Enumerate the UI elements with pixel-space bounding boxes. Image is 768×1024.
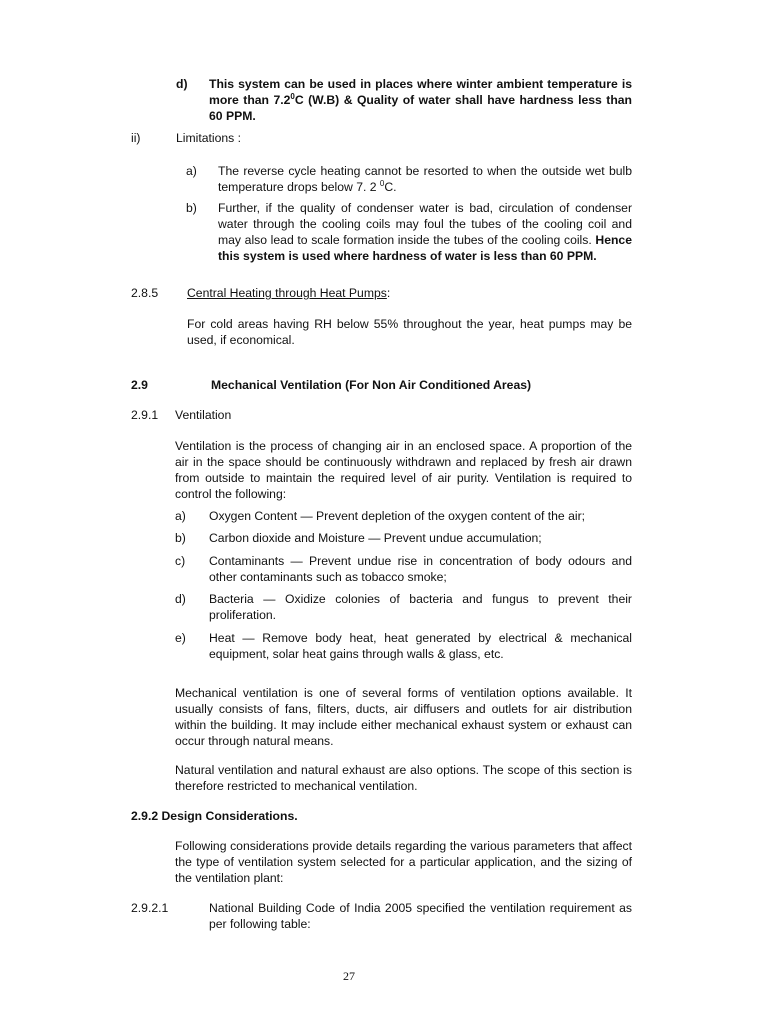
limitations-title: Limitations : (176, 131, 242, 145)
section-291-intro: Ventilation is the process of changing air in an enclosed space. A proportion of the air in the space should be continuously withdrawn and replaced by fresh air drawn from outside to maintain the required level of air purity. Ventilation is required to control the following: (175, 439, 632, 501)
limitation-a-marker: a) (186, 164, 197, 178)
section-285-title: Central Heating through Heat Pumps: (187, 286, 391, 300)
limitation-b-bold: Hence this system is used where hardness of water is less than 60 PPM. (218, 233, 632, 263)
section-292-body: Following considerations provide details regarding the various parameters that affect the type of ventilation system selected for a particular application, and the sizing of the ventilation plant: (175, 839, 632, 885)
limitation-a-text: The reverse cycle heating cannot be resorted to when the outside wet bulb temperature drops below 7. 2 $^0$C. (218, 164, 632, 194)
limitation-b-marker: b) (186, 201, 197, 215)
vent-item-a-text: Oxygen Content — Prevent depletion of the oxygen content of the air; (209, 509, 586, 523)
section-29-title: Mechanical Ventilation (For Non Air Conditioned Areas) (211, 378, 532, 392)
section-291-para2: Mechanical ventilation is one of several forms of ventilation options available. It usually consists of fans, filters, ducts, air diffusers and outlets for air distribution within the building. It may include either mechanical exhaust system or exhaust can occur through natural means. (175, 686, 632, 748)
section-291-para3: Natural ventilation and natural exhaust are also options. The scope of this section is therefore restricted to mechanical ventilation. (175, 763, 632, 793)
vent-item-d-marker: d) (175, 592, 186, 606)
vent-item-c-marker: c) (175, 554, 186, 568)
vent-item-e-text: Heat — Remove body heat, heat generated by electrical & mechanical equipment, solar heat gains through walls & glass, etc. (209, 631, 632, 661)
vent-item-b-marker: b) (175, 531, 186, 545)
section-285-body: For cold areas having RH below 55% throughout the year, heat pumps may be used, if economical. (187, 317, 632, 347)
page-number: 27 (343, 969, 355, 983)
section-285-number: 2.8.5 (131, 286, 159, 300)
section-29-number: 2.9 (131, 378, 148, 392)
vent-item-a-marker: a) (175, 509, 186, 523)
item-d-marker: d) (176, 77, 188, 91)
section-291-number: 2.9.1 (131, 408, 159, 422)
section-2921-number: 2.9.2.1 (131, 901, 169, 915)
limitations-marker: ii) (131, 131, 141, 145)
section-292-heading: 2.9.2 Design Considerations. (131, 809, 298, 823)
vent-item-d-text: Bacteria — Oxidize colonies of bacteria and fungus to prevent their proliferation. (209, 592, 632, 622)
vent-item-c-text: Contaminants — Prevent undue rise in concentration of body odours and other contaminants such as tobacco smoke; (209, 554, 632, 584)
vent-item-b-text: Carbon dioxide and Moisture — Prevent undue accumulation; (209, 531, 542, 545)
section-291-title: Ventilation (175, 408, 232, 422)
vent-item-e-marker: e) (175, 631, 186, 645)
limitation-b-text: Further, if the quality of condenser water is bad, circulation of condenser water through the cooling coils may foul the tubes of the cooling coil and may also lead to scale formation inside the tubes of the cooling coils. Hence this system is used where hardness of water is less than 60 PPM. (218, 201, 632, 263)
item-d-text: This system can be used in places where winter ambient temperature is more than $7.2^0C$ (W.B) & Quality of water shall have hardness less than 60 PPM. (209, 77, 632, 123)
section-2921-text: National Building Code of India 2005 specified the ventilation requirement as per following table: (209, 901, 632, 931)
